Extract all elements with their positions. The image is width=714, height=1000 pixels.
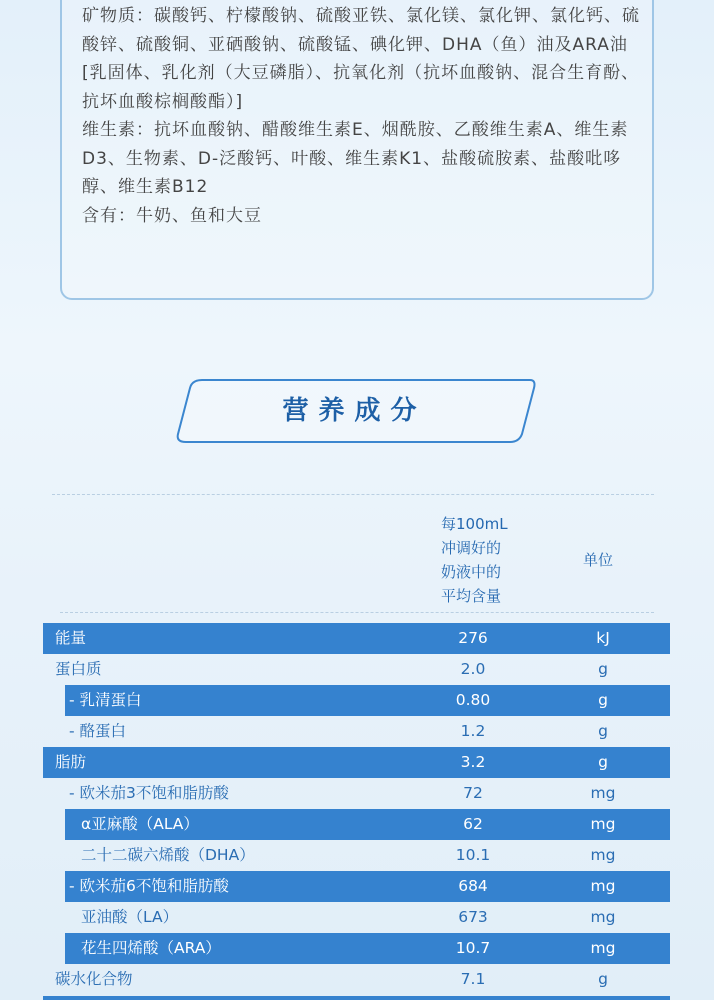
- row-name: - 酪蛋白: [69, 722, 127, 740]
- row-value: 673: [458, 908, 488, 926]
- row-unit: mg: [590, 908, 616, 926]
- header-amount-line: 冲调好的: [441, 539, 502, 557]
- section-title: 营养成分: [282, 396, 427, 426]
- row-unit: mg: [590, 815, 616, 833]
- row-value: 10.7: [455, 939, 491, 957]
- table-row: [43, 778, 670, 809]
- ingredients-text: [82, 2, 642, 230]
- row-name: 脂肪: [55, 753, 87, 771]
- row-name: - 欧米茄3不饱和脂肪酸: [69, 784, 229, 802]
- header-amount-line: 平均含量: [441, 587, 502, 605]
- row-name: 亚油酸（LA）: [81, 908, 179, 926]
- row-name: 碳水化合物: [55, 970, 133, 988]
- section-title-badge: [172, 376, 537, 446]
- row-value: 72: [463, 784, 483, 802]
- row-name: 蛋白质: [55, 660, 102, 678]
- row-unit: g: [598, 970, 608, 988]
- row-value: 276: [458, 629, 488, 647]
- row-unit: mg: [590, 877, 616, 895]
- row-unit: mg: [590, 939, 616, 957]
- row-unit: g: [598, 753, 608, 771]
- row-value: 3.2: [460, 753, 486, 771]
- table-row: [43, 964, 670, 995]
- row-value: 62: [463, 815, 483, 833]
- row-value: 10.1: [455, 846, 491, 864]
- row-name: α亚麻酸（ALA）: [81, 815, 199, 833]
- row-value: 2.0: [460, 660, 486, 678]
- ingredients-allergens: 含有：牛奶、鱼和大豆: [82, 205, 262, 226]
- table-row: [43, 871, 670, 902]
- row-name: 能量: [55, 629, 87, 647]
- ingredients-minerals: 矿物质：碳酸钙、柠檬酸钠、硫酸亚铁、氯化镁、氯化钾、氯化钙、硫酸锌、硫酸铜、亚硒酸钠、硫酸锰、碘化钾、DHA（鱼）油及ARA油[乳固体、乳化剂（大豆磷脂）、抗氧化剂（抗坏血酸钠、混合生育酚、抗坏血酸棕榈酸酯）]: [82, 6, 640, 112]
- row-value: 1.2: [460, 722, 486, 740]
- header-amount-line: 奶液中的: [441, 563, 502, 581]
- row-unit: g: [598, 660, 608, 678]
- table-row: [43, 902, 670, 933]
- row-value: 0.80: [455, 691, 491, 709]
- table-row: [43, 654, 670, 685]
- next-row-edge: [43, 996, 670, 1000]
- row-unit: kJ: [596, 629, 610, 647]
- ingredients-vitamins: 维生素：抗坏血酸钠、醋酸维生素E、烟酰胺、乙酸维生素A、维生素D3、生物素、D-泛酸钙、叶酸、维生素K1、盐酸硫胺素、盐酸吡哆醇、维生素B12: [82, 120, 629, 197]
- row-name: 花生四烯酸（ARA）: [81, 939, 221, 957]
- table-header-divider: [60, 612, 654, 613]
- header-amount-line: 每100mL: [441, 515, 508, 533]
- row-name: - 欧米茄6不饱和脂肪酸: [69, 877, 229, 895]
- table-row: [43, 809, 670, 840]
- row-name: 二十二碳六烯酸（DHA）: [81, 846, 255, 864]
- header-amount: [441, 512, 541, 608]
- table-row: [43, 716, 670, 747]
- row-name: - 乳清蛋白: [69, 691, 142, 709]
- row-value: 7.1: [460, 970, 486, 988]
- table-row: [43, 623, 670, 654]
- row-unit: mg: [590, 846, 616, 864]
- table-row: [43, 685, 670, 716]
- row-unit: g: [598, 691, 608, 709]
- row-unit: g: [598, 722, 608, 740]
- table-row: [43, 747, 670, 778]
- table-row: [43, 840, 670, 871]
- table-top-divider: [52, 494, 654, 495]
- table-row: [43, 933, 670, 964]
- row-value: 684: [458, 877, 488, 895]
- header-unit: 单位: [583, 551, 614, 569]
- row-unit: mg: [590, 784, 616, 802]
